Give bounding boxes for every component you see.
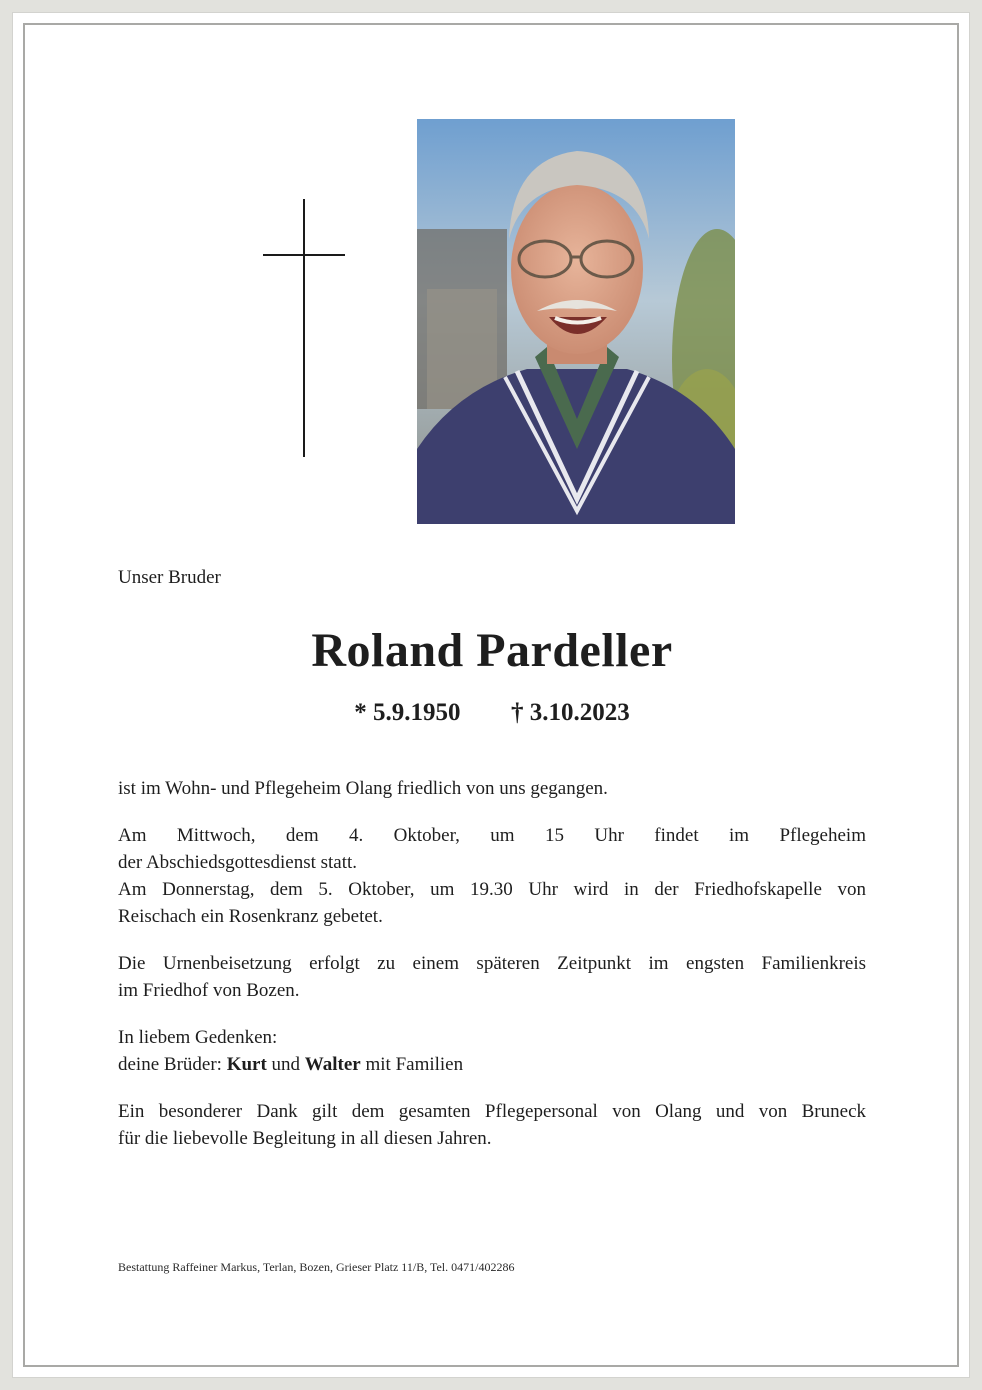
family-and: und xyxy=(266,1054,305,1075)
intro-text: Unser Bruder xyxy=(118,567,221,588)
cross-icon xyxy=(263,199,347,459)
obituary-card xyxy=(12,12,970,1378)
brother-name-kurt: Kurt xyxy=(226,1054,267,1075)
paragraph-memory-line2 xyxy=(118,1051,866,1078)
deceased-name: Roland Pardeller xyxy=(311,624,673,677)
family-suffix: mit Familien xyxy=(360,1054,464,1075)
paragraph-burial-line2: im Friedhof von Bozen. xyxy=(118,980,300,1001)
paragraph-memory-line1: In liebem Gedenken: xyxy=(118,1027,278,1048)
paragraph-burial-line1: Die Urnenbeisetzung erfolgt zu einem späteren Zeitpunkt im engsten Familienkreis xyxy=(118,953,866,974)
family-prefix: deine Brüder: xyxy=(118,1054,227,1075)
paragraph-thanks-line1: Ein besonderer Dank gilt dem gesamten Pflegepersonal von Olang und von Bruneck xyxy=(118,1101,866,1122)
paragraph-thanks-line2: für die liebevolle Begleitung in all diesen Jahren. xyxy=(118,1128,492,1149)
paragraph-service-line2: der Abschiedsgottesdienst statt. xyxy=(118,852,358,873)
obituary-body xyxy=(118,775,866,1152)
birth-date: * 5.9.1950 xyxy=(354,699,461,726)
paragraph-rosary-line2: Reischach ein Rosenkranz gebetet. xyxy=(118,906,383,927)
paragraph-service-line1: Am Mittwoch, dem 4. Oktober, um 15 Uhr findet im Pflegeheim xyxy=(118,825,866,846)
portrait-photo xyxy=(417,119,735,524)
death-date: † 3.10.2023 xyxy=(511,699,630,726)
funeral-home-footer: Bestattung Raffeiner Markus, Terlan, Bozen, Grieser Platz 11/B, Tel. 0471/402286 xyxy=(118,1260,515,1274)
life-dates xyxy=(13,699,971,727)
paragraph-rosary-line1: Am Donnerstag, dem 5. Oktober, um 19.30 Uhr wird in der Friedhofskapelle von xyxy=(118,879,866,900)
paragraph-passing: ist im Wohn- und Pflegeheim Olang friedlich von uns gegangen. xyxy=(118,778,608,799)
brother-name-walter: Walter xyxy=(304,1054,361,1075)
